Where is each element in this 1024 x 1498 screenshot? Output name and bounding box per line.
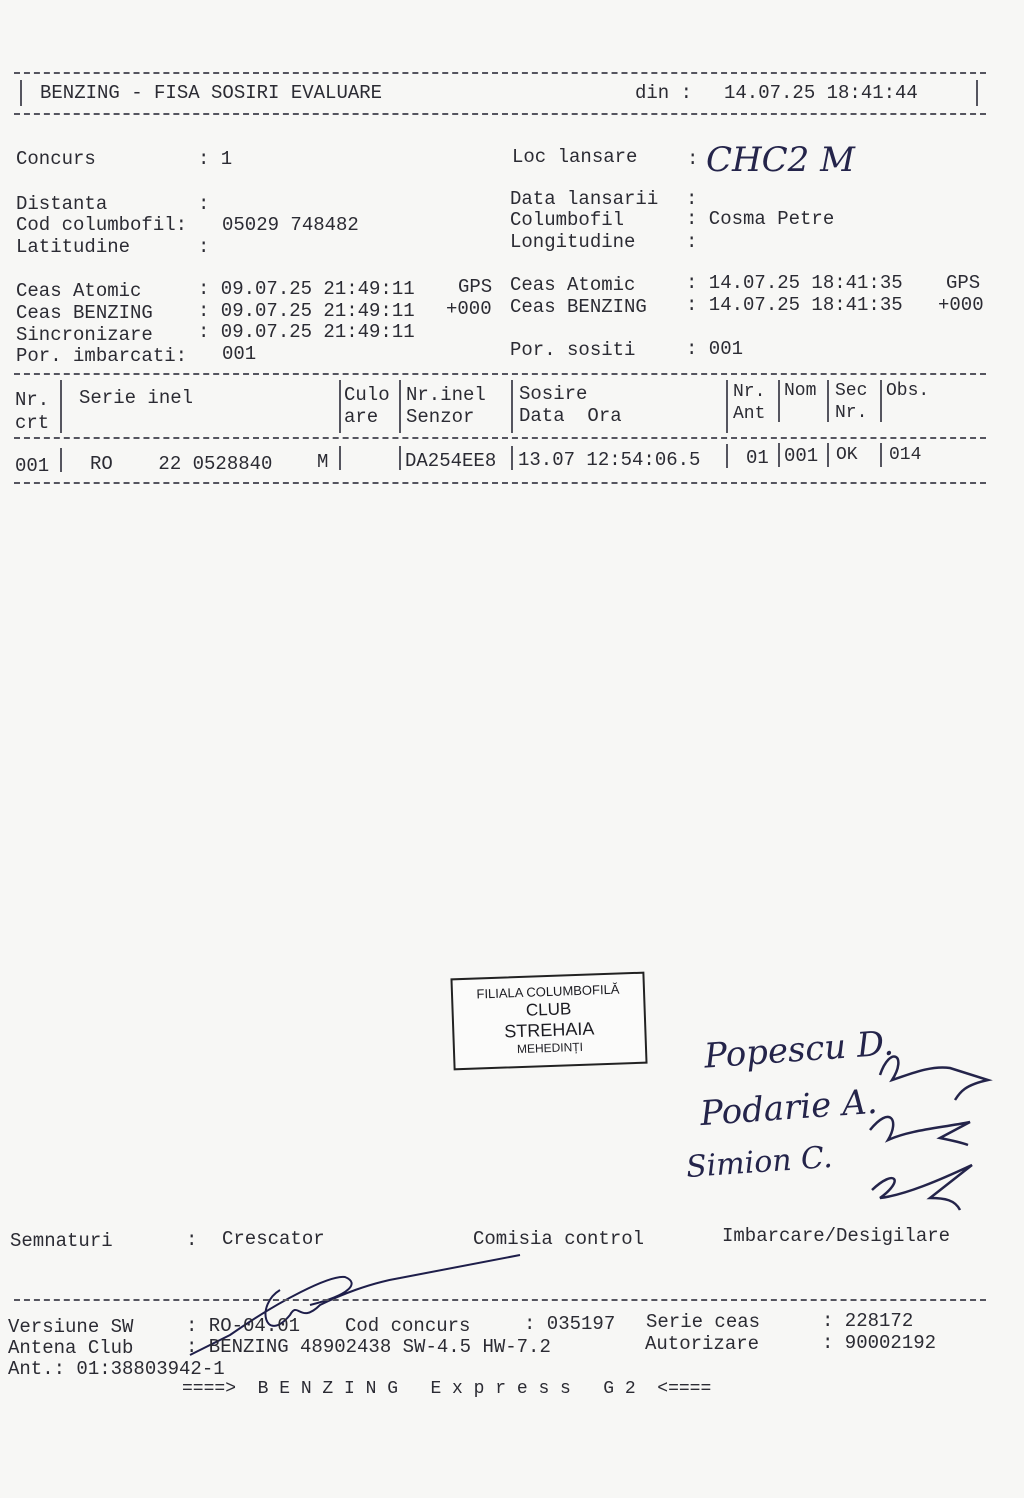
autorizare-label: Autorizare — [645, 1333, 760, 1355]
cell-nom: 001 — [784, 445, 819, 467]
benzing-express-line: ====> B E N Z I N G E x p r e s s G 2 <==== — [182, 1379, 712, 1399]
th-nr-crt-line1: Nr. — [15, 389, 50, 411]
handwritten-name-2: Podarie A. — [698, 1081, 879, 1135]
ceas-benzing-suffix: +000 — [446, 298, 492, 320]
right-ceas-benzing-suffix: +000 — [938, 294, 984, 316]
sincronizare-label: Sincronizare — [16, 324, 153, 346]
sincronizare-value: : 09.07.25 21:49:11 — [198, 321, 415, 343]
semnaturi-colon: : — [186, 1229, 198, 1251]
report-title: BENZING - FISA SOSIRI EVALUARE — [40, 82, 383, 104]
table-bottom-border — [14, 482, 986, 484]
por-imbarcati-value: 001 — [222, 343, 257, 365]
por-sositi-value: : 001 — [686, 338, 744, 360]
imbarcare-label: Imbarcare/Desigilare — [722, 1225, 951, 1247]
col-divider — [726, 380, 728, 433]
serie-ceas-value: : 228172 — [822, 1310, 914, 1332]
col-divider — [339, 446, 341, 470]
handwritten-name-1: Popescu D. — [702, 1023, 896, 1077]
th-nr-inel-line1: Nr.inel — [406, 384, 486, 406]
comisia-label: Comisia control — [473, 1228, 645, 1250]
stamp-line-2: CLUB — [525, 998, 572, 1020]
col-divider — [827, 380, 829, 422]
th-serie-inel: Serie inel — [79, 387, 194, 409]
col-divider — [60, 380, 62, 433]
th-nom: Nom — [784, 381, 817, 401]
col-divider — [778, 380, 780, 422]
ceas-atomic-value: : 09.07.25 21:49:11 — [198, 278, 415, 300]
din-label: din : — [635, 82, 693, 104]
col-divider — [880, 380, 882, 422]
commission-signatures — [860, 1030, 1000, 1220]
longitudine-label: Longitudine — [510, 231, 636, 253]
loc-lansare-colon: : — [687, 148, 699, 170]
cell-nr-ant: 01 — [746, 447, 769, 469]
col-divider — [778, 443, 780, 467]
table-top-border — [14, 373, 986, 375]
right-ceas-atomic-value: : 14.07.25 18:41:35 — [686, 272, 903, 294]
col-divider — [399, 380, 401, 433]
th-nr-crt-line2: crt — [15, 412, 50, 434]
th-obs: Obs. — [886, 381, 930, 401]
versiune-label: Versiune SW — [8, 1316, 134, 1338]
col-divider — [511, 380, 513, 433]
ceas-benzing-label: Ceas BENZING — [16, 302, 153, 324]
columbofil-value: : Cosma Petre — [686, 208, 835, 230]
th-sec-nr-line2: Nr. — [835, 403, 868, 423]
cell-sosire: 13.07 12:54:06.5 — [518, 449, 701, 471]
din-value: 14.07.25 18:41:44 — [724, 82, 918, 104]
cod-columbofil-label: Cod columbofil: — [16, 214, 188, 236]
loc-lansare-label: Loc lansare — [512, 146, 638, 168]
cell-obs: 014 — [889, 445, 922, 465]
cell-serie-inel: RO 22 0528840 — [90, 453, 273, 475]
por-sositi-label: Por. sositi — [510, 339, 636, 361]
footer-border — [14, 1299, 986, 1301]
th-nr-inel-line2: Senzor — [406, 406, 475, 428]
latitudine-value: : — [198, 236, 210, 258]
versiune-value: : RO-04.01 — [186, 1315, 301, 1337]
semnaturi-label: Semnaturi — [10, 1230, 113, 1252]
data-lansarii-label: Data lansarii — [510, 188, 659, 210]
th-nr-ant-line2: Ant — [733, 404, 766, 424]
ceas-benzing-value: : 09.07.25 21:49:11 — [198, 300, 415, 322]
header-left-border — [20, 80, 22, 106]
serie-ceas-label: Serie ceas — [646, 1311, 761, 1333]
distanta-label: Distanta — [16, 193, 108, 215]
por-imbarcati-label: Por. imbarcati: — [16, 345, 188, 367]
th-nr-ant-line1: Nr. — [733, 382, 766, 402]
right-ceas-atomic-label: Ceas Atomic — [510, 274, 636, 296]
stamp-line-1: FILIALA COLUMBOFILĂ — [476, 981, 620, 1002]
cod-concurs-value: : 035197 — [524, 1313, 616, 1335]
right-ceas-benzing-label: Ceas BENZING — [510, 296, 647, 318]
autorizare-value: : 90002192 — [822, 1332, 937, 1354]
cod-concurs-label: Cod concurs — [345, 1315, 471, 1337]
columbofil-label: Columbofil — [510, 209, 625, 231]
stamp-line-3: STREHAIA — [503, 1018, 595, 1043]
th-sec-nr-line1: Sec — [835, 381, 868, 401]
club-stamp — [450, 972, 647, 1071]
cell-senzor: DA254EE8 — [405, 450, 497, 472]
cell-sec-nr: OK — [836, 445, 858, 465]
col-divider — [339, 380, 341, 433]
right-ceas-atomic-suffix: GPS — [946, 272, 981, 294]
table-header-border — [14, 437, 986, 439]
loc-lansare-handwritten-value: CHC2 M — [706, 140, 855, 180]
cell-nr-crt: 001 — [15, 455, 50, 477]
col-divider — [880, 443, 882, 467]
longitudine-colon: : — [686, 231, 698, 253]
ceas-atomic-suffix: GPS — [458, 276, 493, 298]
cod-columbofil-value: 05029 748482 — [222, 214, 359, 236]
ceas-atomic-label: Ceas Atomic — [16, 280, 142, 302]
antena-value: : BENZING 48902438 SW-4.5 HW-7.2 — [186, 1336, 551, 1358]
col-divider — [399, 446, 401, 470]
header-top-border — [14, 72, 986, 74]
col-divider — [60, 448, 62, 472]
cell-sex: M — [317, 451, 329, 473]
ant-line: Ant.: 01:38803942-1 — [8, 1358, 225, 1380]
col-divider — [511, 446, 513, 470]
stamp-line-4: MEHEDINȚI — [516, 1040, 584, 1057]
col-divider — [726, 444, 728, 468]
th-culoare-line2: are — [344, 406, 379, 428]
col-divider — [827, 443, 829, 467]
handwritten-name-3: Simion C. — [684, 1139, 834, 1186]
concurs-value: : 1 — [198, 148, 233, 170]
right-ceas-benzing-value: : 14.07.25 18:41:35 — [686, 294, 903, 316]
header-right-border — [976, 80, 978, 106]
th-culoare-line1: Culo — [344, 384, 390, 406]
latitudine-label: Latitudine — [16, 236, 131, 258]
data-lansarii-colon: : — [686, 188, 698, 210]
th-sosire-line2: Data Ora — [519, 405, 622, 427]
th-sosire-line1: Sosire — [519, 383, 588, 405]
concurs-label: Concurs — [16, 148, 96, 170]
antena-label: Antena Club — [8, 1337, 134, 1359]
distanta-value: : — [198, 193, 210, 215]
crescator-label: Crescator — [222, 1228, 325, 1250]
header-bottom-border — [14, 113, 986, 115]
